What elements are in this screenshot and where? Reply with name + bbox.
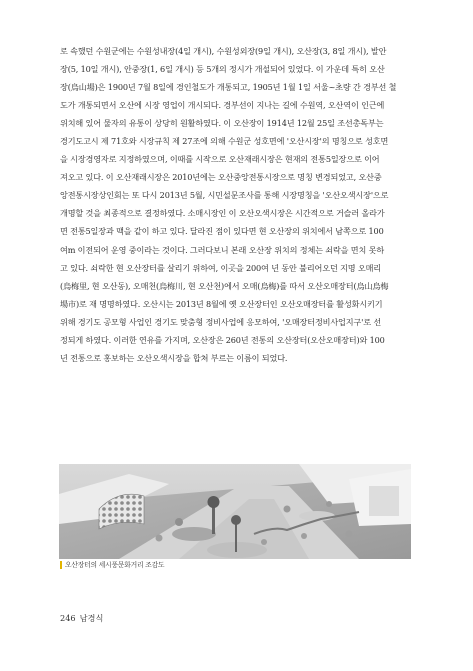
body-line: 위치해 있어 물자의 유통이 상당히 원활하였다. 이 오산장이 1914년 12월 25일 조선총독부는 <box>60 118 384 129</box>
body-line: 경기도고시 제 71호와 시장규칙 제 27조에 의해 수원군 성호면에 '오산시장'의 명칭으로 성호면 <box>60 136 389 147</box>
body-line: 장(5, 10일 개시), 안중장(1, 6일 개시) 등 5개의 정시가 개설되어 있었다. 이 가운데 특히 오산 <box>60 64 385 75</box>
body-line: 년 전통으로 홍보하는 오산오색시장을 합쳐 부르는 이름이 되었다. <box>60 352 288 363</box>
street-rendering-image <box>59 464 411 559</box>
body-text <box>60 42 415 367</box>
body-line: 여m 이전되어 운영 중이라는 것이다. 그러다보니 본래 오산장 위치의 정체는 쇠락을 면치 못하 <box>60 244 385 255</box>
body-line: 개명할 것을 최종적으로 결정하였다. 소매시장인 이 오산오색시장은 시간적으로 거슬러 올라가 <box>60 208 385 219</box>
figure-caption <box>60 559 164 569</box>
body-line: 을 시장경영자로 지정하였으며, 이때를 시작으로 오산재래시장은 현재의 전통5일장으로 이어 <box>60 154 380 165</box>
caption-accent-bar <box>60 561 62 569</box>
caption-text: 오산장터의 세시풍문화거리 조감도 <box>65 561 165 569</box>
body-line: 도가 개통되면서 오산에 시장 영업이 개시되다. 경부선이 지나는 길에 수원역, 오산역이 인근에 <box>60 100 385 111</box>
body-line: 장(烏山場)은 1900년 7월 8일에 경인철도가 개통되고, 1905년 1월 1일 서울~초량 간 경부선 철 <box>60 82 397 93</box>
body-line: 場市)로 재 명명하였다. 오산시는 2013년 8월에 옛 오산장터인 오산오매장터를 활성화시키기 <box>60 298 383 309</box>
body-line: 앙전통시장상인회는 또 다시 2013년 5월, 시민설문조사를 통해 시장명칭을 '오산오색시장'으로 <box>60 190 389 201</box>
page-footer <box>60 613 103 624</box>
body-line: 면 전통5일장과 맥을 같이 하고 있다. 달라진 점이 있다면 현 오산장의 위치에서 남쪽으로 100 <box>60 226 384 237</box>
page-number: 246 <box>60 613 76 623</box>
body-line: 정되게 하였다. 이러한 연유를 가지며, 오산장은 260년 전통의 오산장터(오산오매장터)와 100 <box>60 334 385 345</box>
running-title: 남경식 <box>79 613 104 623</box>
body-line: 고 있다. 쇠락한 현 오산장터를 살리기 위하여, 이곳을 200여 년 동안 불리어오던 지명 오매리 <box>60 262 382 273</box>
body-line: (烏梅里, 현 오산동), 오매천(烏梅川, 현 오산천)에서 오매(烏梅)를 따서 오산오매장터(烏山烏梅 <box>60 280 389 291</box>
body-line: 로 속했던 수원군에는 수원성내장(4일 개시), 수원성외장(9일 개시), 오산장(3, 8일 개시), 발안 <box>60 46 387 56</box>
body-line: 져오고 있다. 이 오산재래시장은 2010년에는 오산중앙전통시장으로 명칭 변경되었고, 오산중 <box>60 172 382 183</box>
body-line: 위해 경기도 공모형 사업인 경기도 맞춤형 정비사업에 응모하여, '오매장터정비사업지구'로 선 <box>60 316 382 327</box>
